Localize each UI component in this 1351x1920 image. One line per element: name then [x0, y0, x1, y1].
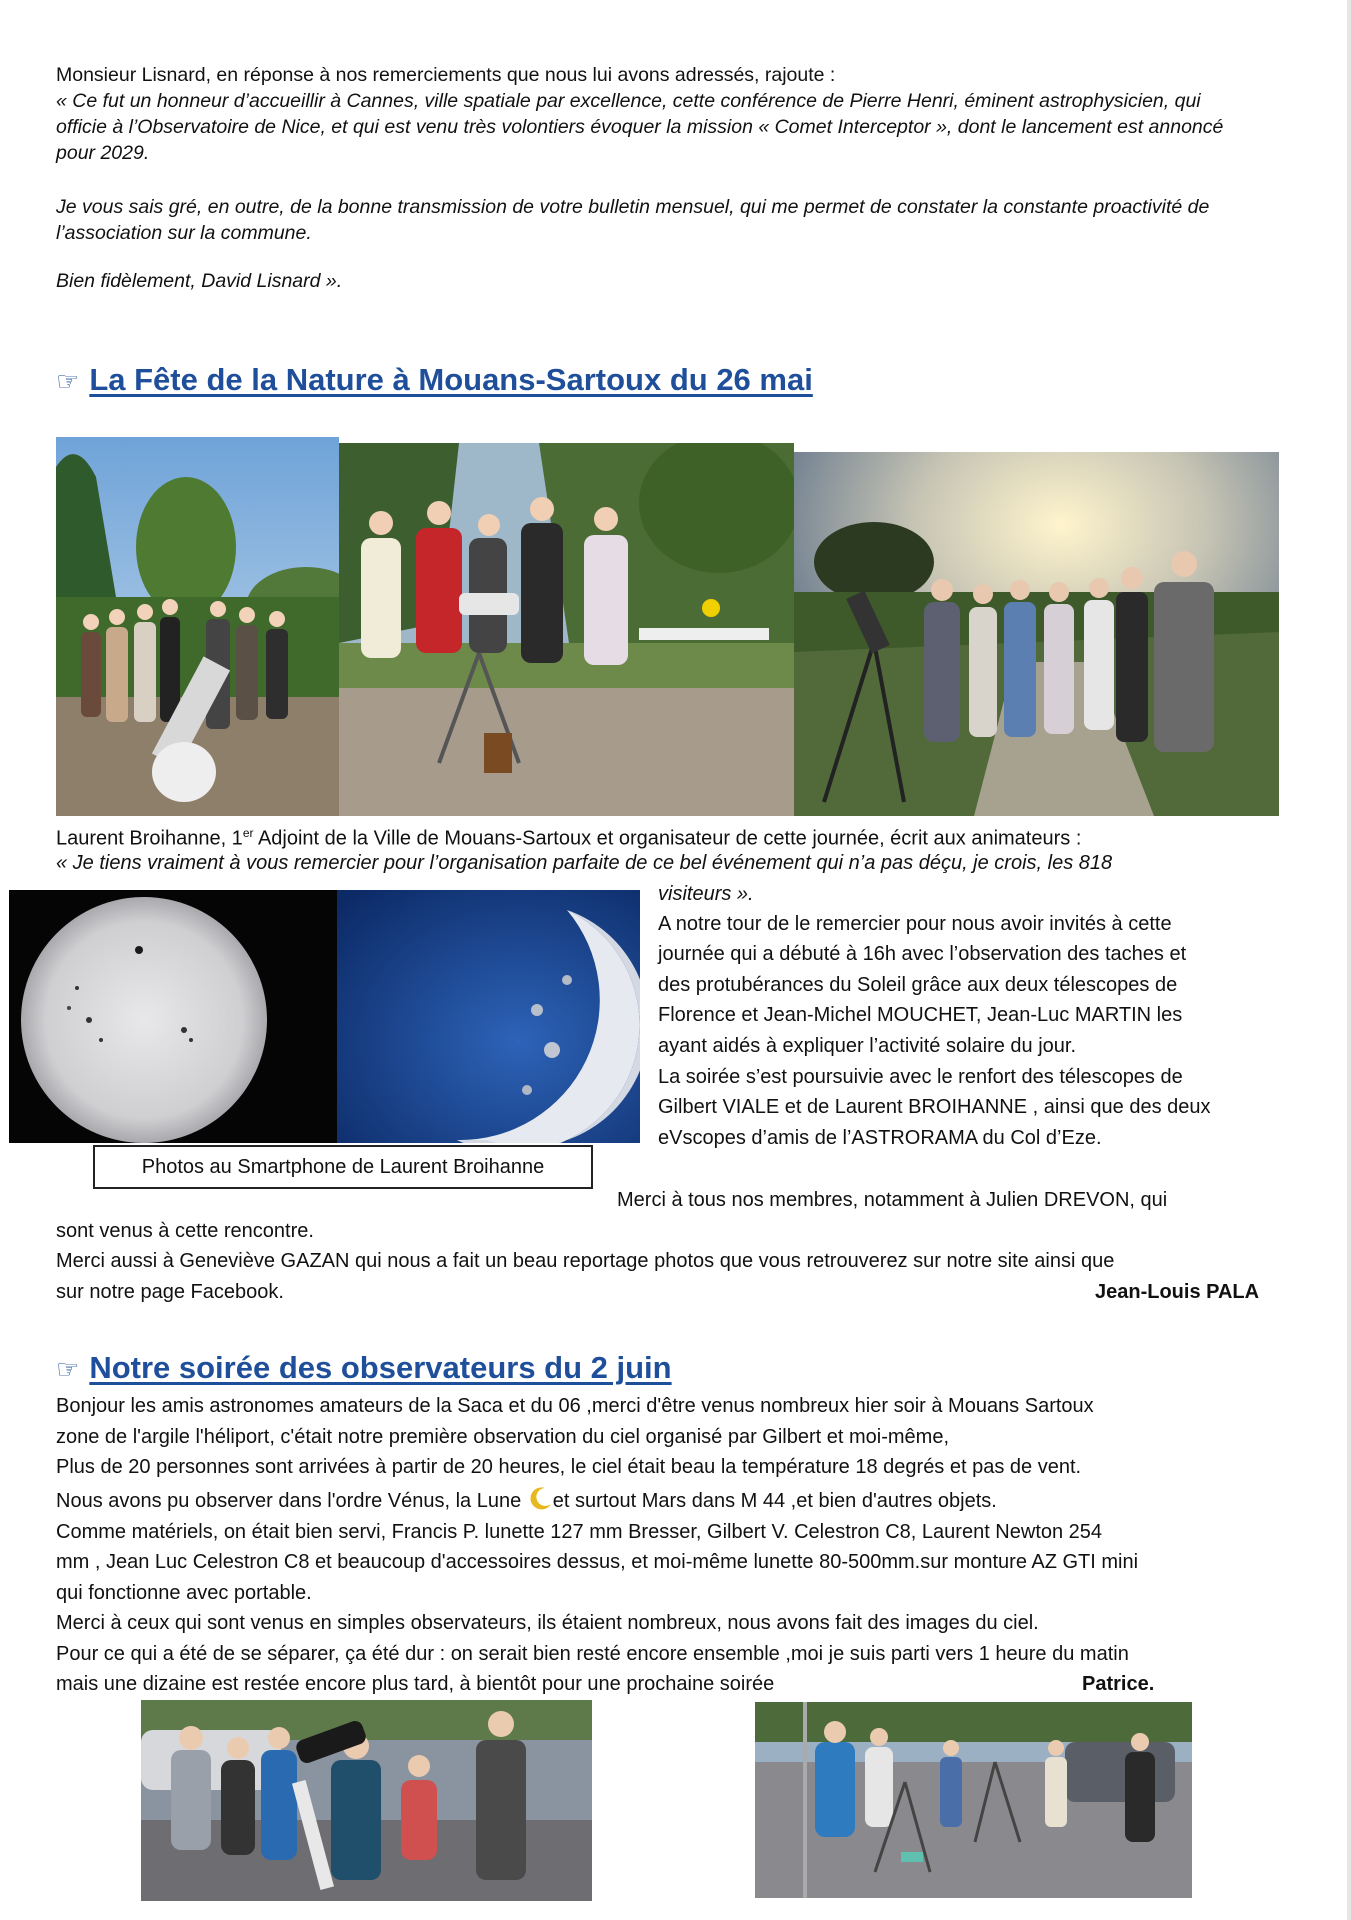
thanks-line-2: sont venus à cette rencontre.: [56, 1220, 314, 1242]
adjoint-superscript: er: [242, 826, 254, 840]
intro-quote-2: Je vous sais gré, en outre, de la bonne transmission de votre bulletin mensuel, qui me permet de constater la constante proactivité de l’association sur la commune.: [56, 196, 1210, 244]
right-line-4: Florence et Jean-Michel MOUCHET, Jean-Luc MARTIN les: [658, 1004, 1183, 1026]
right-line-1: A notre tour de le remercier pour nous avoir invités à cette: [658, 913, 1172, 935]
soiree-line-1: Bonjour les amis astronomes amateurs de la Saca et du 06 ,merci d'être venus nombreux hier soir à Mouans Sartoux: [56, 1395, 1094, 1417]
photo-group-telescope: [339, 443, 794, 816]
soiree-line-6: mm , Jean Luc Celestron C8 et beaucoup d'accessoires dessus, et moi-même lunette 80-500mm.sur monture AZ GTI mini: [56, 1551, 1139, 1573]
soiree-line-8: Merci à ceux qui sont venus en simples observateurs, ils étaient nombreux, nous avons fait des images du ciel.: [56, 1612, 1039, 1634]
soiree-line-2: zone de l'argile l'héliport, c'était notre première observation du ciel organisé par Gilbert et moi-même,: [56, 1426, 949, 1448]
right-line-6: La soirée s’est poursuivie avec le renfort des télescopes de: [658, 1066, 1183, 1088]
pointing-hand-icon: ☞: [56, 366, 80, 396]
pointing-hand-icon: ☞: [56, 1354, 80, 1384]
right-line-2: journée qui a débuté à 16h avec l’observation des taches et: [658, 943, 1187, 965]
signature-patrice: Patrice.: [1082, 1673, 1155, 1695]
soiree-line-10: mais une dizaine est restée encore plus tard, à bientôt pour une prochaine soirée: [56, 1673, 775, 1695]
soiree-line-9: Pour ce qui a été de se séparer, ça été dur : on serait bien resté encore ensemble ,moi je suis parti vers 1 heure du matin: [56, 1643, 1129, 1665]
adjoint-quote-line-2: visiteurs ».: [658, 883, 754, 905]
section-title-fete-nature: [56, 362, 813, 398]
soiree-line-7: qui fonctionne avec portable.: [56, 1582, 312, 1604]
photo-observers-left: [141, 1700, 592, 1901]
right-line-3: des protubérances du Soleil grâce aux deux télescopes de: [658, 974, 1178, 996]
soiree-line-4: [56, 1486, 997, 1516]
photo-observers-right: [755, 1702, 1192, 1898]
intro-line: Monsieur Lisnard, en réponse à nos remerciements que nous lui avons adressés, rajoute :: [56, 64, 836, 86]
soiree-line-4-a: Nous avons pu observer dans l'ordre Vénus, la Lune: [56, 1490, 527, 1512]
intro-quote-3: Bien fidèlement, David Lisnard ».: [56, 270, 343, 292]
right-line-8: eVscopes d’amis de l’ASTRORAMA du Col d’Eze.: [658, 1127, 1102, 1149]
photo-caption-box: Photos au Smartphone de Laurent Broihanne: [93, 1145, 593, 1189]
thanks-line-3: Merci aussi à Geneviève GAZAN qui nous a fait un beau reportage photos que vous retrouverez sur notre site ainsi que: [56, 1250, 1115, 1272]
section-title-text: Notre soirée des observateurs du 2 juin: [89, 1350, 672, 1385]
intro-quote-1: « Ce fut un honneur d’accueillir à Cannes, ville spatiale par excellence, cette conférence de Pierre Henri, éminent astrophysicien, qui officie à l’Observatoire de Nice, et qui est venu très volontiers évoquer la mission « Comet Interceptor », dont le lancement est annoncé pour 2029.: [56, 90, 1224, 164]
page-edge: [1347, 0, 1351, 1920]
soiree-line-4-b: et surtout Mars dans M 44 ,et bien d'autres objets.: [552, 1490, 997, 1512]
photo-sun-spots: [9, 890, 337, 1143]
photo-sunset-group: [794, 452, 1279, 816]
photo-moon: [337, 890, 640, 1143]
adjoint-text-a: Laurent Broihanne, 1: [56, 827, 243, 850]
signature-jean-louis: Jean-Louis PALA: [1095, 1281, 1260, 1303]
section-title-text: La Fête de la Nature à Mouans-Sartoux du 26 mai: [89, 362, 813, 397]
intro-paragraph: [56, 62, 1256, 166]
right-line-5: ayant aidés à expliquer l’activité solaire du jour.: [658, 1035, 1077, 1057]
adjoint-quote-line-1: « Je tiens vraiment à vous remercier pour l’organisation parfaite de ce bel événement qui n’a pas déçu, je crois, les 818: [56, 852, 1113, 874]
thanks-line-1: Merci à tous nos membres, notamment à Julien DREVON, qui: [617, 1189, 1168, 1211]
right-line-7: Gilbert VIALE et de Laurent BROIHANNE , ainsi que des deux: [658, 1096, 1211, 1118]
photo-group-dobson: [56, 437, 339, 816]
thanks-line-4: sur notre page Facebook.: [56, 1281, 284, 1303]
soiree-line-3: Plus de 20 personnes sont arrivées à partir de 20 heures, le ciel était beau la température 18 degrés et pas de vent.: [56, 1456, 1082, 1478]
soiree-line-5: Comme matériels, on était bien servi, Francis P. lunette 127 mm Bresser, Gilbert V. Celestron C8, Laurent Newton 254: [56, 1521, 1103, 1543]
section-title-soiree: [56, 1350, 672, 1386]
crescent-moon-icon: [527, 1486, 553, 1512]
adjoint-text-b: Adjoint de la Ville de Mouans-Sartoux et organisateur de cette journée, écrit aux animateurs :: [253, 827, 1082, 850]
